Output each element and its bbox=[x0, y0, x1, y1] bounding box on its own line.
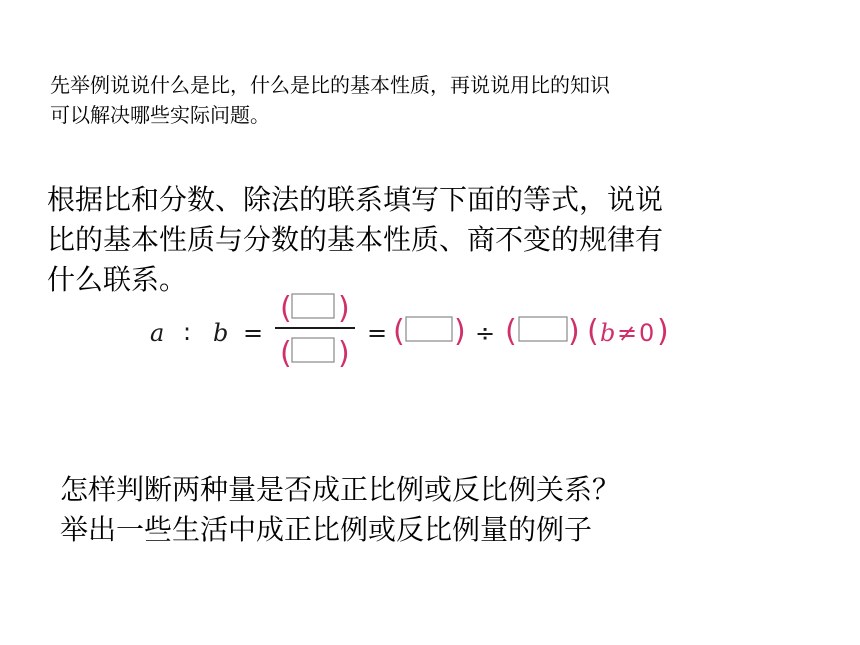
dividend-blank[interactable] bbox=[406, 317, 452, 341]
condition-paren-close: ) bbox=[657, 314, 669, 349]
task-line-2: 比的基本性质与分数的基本性质、商不变的规律有 bbox=[47, 223, 664, 256]
condition-not-equal: ≠ bbox=[617, 319, 638, 347]
task-paragraph bbox=[47, 180, 807, 300]
question-line-1: 怎样判断两种量是否成正比例或反比例关系？ bbox=[60, 473, 621, 506]
intro-line-2: 可以解决哪些实际问题。 bbox=[50, 103, 270, 127]
formula-equals-2: = bbox=[367, 319, 388, 347]
intro-paragraph bbox=[50, 70, 855, 130]
formula-divide: ÷ bbox=[475, 319, 496, 347]
numerator-blank[interactable] bbox=[292, 294, 334, 318]
denominator-paren-close: ) bbox=[338, 336, 350, 370]
divisor-paren-open: ( bbox=[505, 314, 517, 349]
question-line-2: 举出一些生活中成正比例或反比例量的例子 bbox=[60, 513, 593, 546]
formula-a: a bbox=[150, 319, 165, 347]
condition-paren-open: ( bbox=[587, 314, 599, 349]
denominator-blank[interactable] bbox=[292, 338, 334, 362]
formula-equals-1: = bbox=[243, 319, 264, 347]
dividend-paren-open: ( bbox=[393, 314, 405, 349]
formula-colon: : bbox=[183, 318, 192, 346]
ratio-formula bbox=[145, 285, 685, 370]
divisor-paren-close: ) bbox=[568, 314, 580, 349]
task-line-3: 什么联系。 bbox=[47, 263, 188, 296]
condition-zero: 0 bbox=[639, 319, 655, 347]
denominator-paren-open: ( bbox=[280, 336, 292, 370]
condition-var: b bbox=[600, 319, 616, 347]
dividend-paren-close: ) bbox=[454, 314, 466, 349]
intro-line-1: 先举例说说什么是比，什么是比的基本性质，再说说用比的知识 bbox=[50, 73, 610, 97]
divisor-blank[interactable] bbox=[519, 317, 567, 341]
numerator-paren-close: ) bbox=[338, 291, 350, 326]
numerator-paren-open: ( bbox=[280, 291, 292, 326]
fraction-bar bbox=[275, 327, 355, 329]
task-line-1: 根据比和分数、除法的联系填写下面的等式，说说 bbox=[47, 183, 664, 216]
question-paragraph bbox=[60, 470, 820, 550]
formula-b: b bbox=[213, 319, 229, 347]
